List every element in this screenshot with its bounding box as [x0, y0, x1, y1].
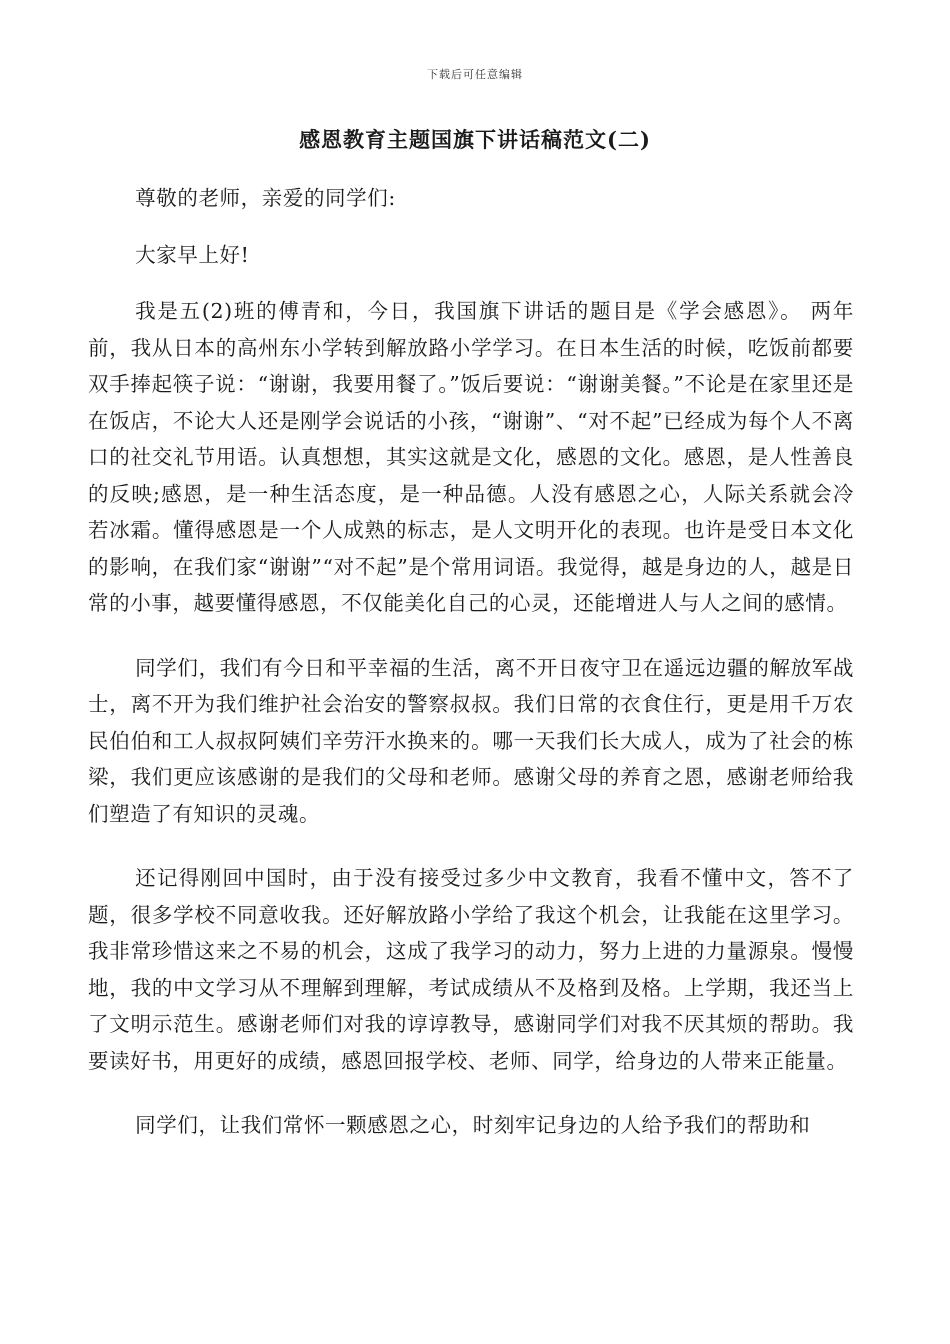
salutation: 尊敬的老师，亲爱的同学们:	[135, 186, 396, 210]
paragraph-1: 我是五(2)班的傅青和，今日，我国旗下讲话的题目是《学会感恩》。 两年前，我从日本的高州东小学转到解放路小学学习。在日本生活的时候，吃饭前都要双手捧起筷子说：“谢谢，我要用餐了。”饭后要说：“谢谢美餐。”不论是在家里还是在饭店，不论大人还是刚学会说话的小孩，“谢谢”、“对不起”已经成为每个人不离口的社交礼节用语。认真想想，其实这就是文化，感恩的文化。感恩，是人性善良的反映;感恩，是一种生活态度，是一种品德。人没有感恩之心，人际关系就会冷若冰霜。懂得感恩是一个人成熟的标志，是人文明开化的表现。也许是受日本文化的影响，在我们家“谢谢”“对不起”是个常用词语。我觉得，越是身边的人，越是日常的小事，越要懂得感恩，不仅能美化自己的心灵，还能增进人与人之间的感情。	[88, 299, 854, 615]
document-title: 感恩教育主题国旗下讲话稿范文(二)	[299, 127, 651, 152]
document-body	[88, 180, 854, 1172]
header-note: 下载后可任意编辑	[427, 68, 523, 81]
paragraph-2: 同学们，我们有今日和平幸福的生活，离不开日夜守卫在遥远边疆的解放军战士，离不开为我们维护社会治安的警察叔叔。我们日常的衣食住行，更是用千万农民伯伯和工人叔叔阿姨们辛劳汗水换来的。哪一天我们长大成人，成为了社会的栋梁，我们更应该感谢的是我们的父母和老师。感谢父母的养育之恩，感谢老师给我们塑造了有知识的灵魂。	[88, 655, 854, 826]
paragraph-3: 还记得刚回中国时，由于没有接受过多少中文教育，我看不懂中文，答不了题，很多学校不同意收我。还好解放路小学给了我这个机会，让我能在这里学习。我非常珍惜这来之不易的机会，这成了我学习的动力，努力上进的力量源泉。慢慢地，我的中文学习从不理解到理解，考试成绩从不及格到及格。上学期，我还当上了文明示范生。感谢老师们对我的谆谆教导，感谢同学们对我不厌其烦的帮助。我要读好书，用更好的成绩，感恩回报学校、老师、同学，给身边的人带来正能量。	[88, 866, 854, 1073]
paragraph-4: 同学们，让我们常怀一颗感恩之心，时刻牢记身边的人给予我们的帮助和	[135, 1113, 811, 1137]
greeting: 大家早上好!	[135, 242, 250, 267]
